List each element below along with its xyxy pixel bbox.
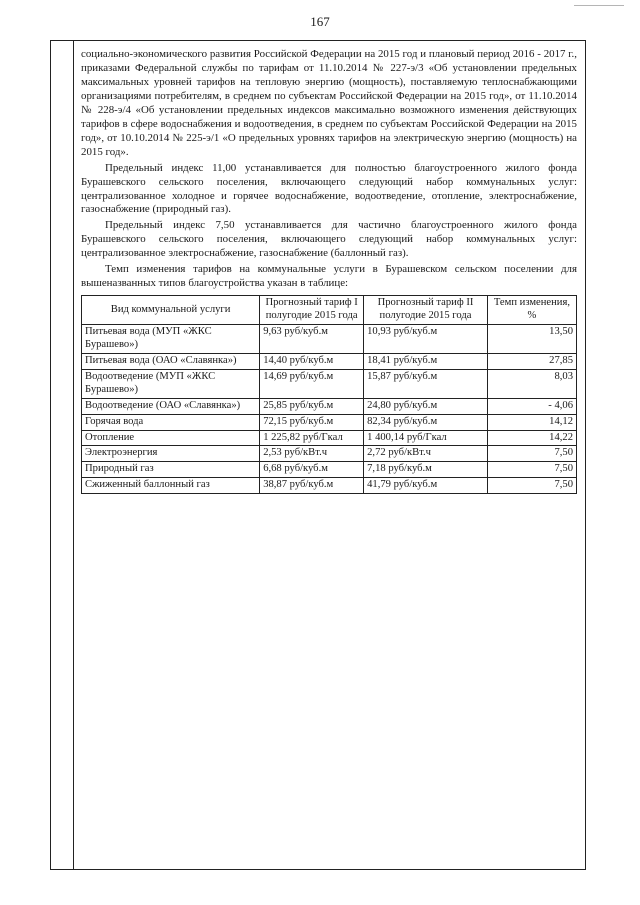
content-frame (50, 40, 586, 870)
tariff-table (81, 295, 577, 494)
cell-service: Питьевая вода (МУП «ЖКС Бурашево») (82, 325, 260, 354)
table-row (82, 369, 577, 398)
cell-second-half: 15,87 руб/куб.м (364, 369, 488, 398)
cell-rate: 8,03 (487, 369, 576, 398)
cell-second-half: 41,79 руб/куб.м (364, 478, 488, 494)
table-row (82, 446, 577, 462)
cell-second-half: 2,72 руб/кВт.ч (364, 446, 488, 462)
cell-rate: 7,50 (487, 478, 576, 494)
cell-service: Водоотведение (ОАО «Славянка») (82, 398, 260, 414)
cell-first-half: 25,85 руб/куб.м (260, 398, 364, 414)
paragraph-intro: социально-экономического развития Российской Федерации на 2015 год и плановый период 2016 - 2017 г., приказами Федеральной службы по тарифам от 11.10.2014 № 227-э/3 «Об установлении предельных максимальных уровней тарифов на тепловую энергию (мощность), поставляемую теплоснабжающими организациями потребителям, в среднем по субъектам Российской Федерации на 2015 год», от 11.10.2014 № 228-э/4 «Об установлении предельных индексов максимально возможного изменения действующих тарифов в сфере водоснабжения и водоотведения, в среднем по субъектам Российской Федерации на 2015 год», от 10.10.2014 № 225-э/1 «О предельных уровнях тарифов на электрическую энергию (мощность) на 2015 год». (81, 48, 577, 158)
cell-service: Питьевая вода (ОАО «Славянка») (82, 353, 260, 369)
cell-second-half: 82,34 руб/куб.м (364, 414, 488, 430)
cell-first-half: 14,69 руб/куб.м (260, 369, 364, 398)
cell-service: Отопление (82, 430, 260, 446)
content-column (73, 41, 585, 869)
cell-rate: 13,50 (487, 325, 576, 354)
cell-service: Природный газ (82, 462, 260, 478)
cell-service: Горячая вода (82, 414, 260, 430)
cell-first-half: 72,15 руб/куб.м (260, 414, 364, 430)
cell-second-half: 1 400,14 руб/Гкал (364, 430, 488, 446)
cell-rate: - 4,06 (487, 398, 576, 414)
header-first-half: Прогнозный тариф I полугодие 2015 года (260, 296, 364, 325)
cell-second-half: 18,41 руб/куб.м (364, 353, 488, 369)
cell-first-half: 9,63 руб/куб.м (260, 325, 364, 354)
cell-rate: 27,85 (487, 353, 576, 369)
cell-first-half: 6,68 руб/куб.м (260, 462, 364, 478)
cell-first-half: 2,53 руб/кВт.ч (260, 446, 364, 462)
page-number: 167 (310, 14, 330, 29)
cell-second-half: 10,93 руб/куб.м (364, 325, 488, 354)
table-row (82, 430, 577, 446)
cell-second-half: 24,80 руб/куб.м (364, 398, 488, 414)
cell-rate: 7,50 (487, 446, 576, 462)
cell-rate: 7,50 (487, 462, 576, 478)
cell-first-half: 1 225,82 руб/Гкал (260, 430, 364, 446)
header-rate: Темп изменения, % (487, 296, 576, 325)
cell-first-half: 38,87 руб/куб.м (260, 478, 364, 494)
cell-rate: 14,22 (487, 430, 576, 446)
left-margin-column (51, 41, 74, 869)
cell-rate: 14,12 (487, 414, 576, 430)
top-edge-rule (574, 5, 624, 6)
cell-first-half: 14,40 руб/куб.м (260, 353, 364, 369)
table-row (82, 462, 577, 478)
table-row (82, 325, 577, 354)
table-row (82, 398, 577, 414)
table-header-row (82, 296, 577, 325)
table-row (82, 478, 577, 494)
cell-service: Электроэнергия (82, 446, 260, 462)
paragraph-index-full: Предельный индекс 11,00 устанавливается для полностью благоустроенного жилого фонда Бурашевского сельского поселения, включающего следующий набор коммунальных услуг: централизованное холодное и горячее водоснабжение, водоотведение, отопление, электроснабжение, газоснабжение (природный газ). (81, 161, 577, 216)
cell-second-half: 7,18 руб/куб.м (364, 462, 488, 478)
cell-service: Сжиженный баллонный газ (82, 478, 260, 494)
header-service: Вид коммунальной услуги (82, 296, 260, 325)
header-second-half: Прогнозный тариф II полугодие 2015 года (364, 296, 488, 325)
paragraph-index-partial: Предельный индекс 7,50 устанавливается для частично благоустроенного жилого фонда Бурашевского сельского поселения, включающего следующий набор коммунальных услуг: централизованное электроснабжение, газоснабжение (баллонный газ). (81, 219, 577, 260)
table-row (82, 414, 577, 430)
cell-service: Водоотведение (МУП «ЖКС Бурашево») (82, 369, 260, 398)
paragraph-table-intro: Темп изменения тарифов на коммунальные услуги в Бурашевском сельском поселении для вышеназванных типов благоустройства указан в таблице: (81, 263, 577, 290)
table-row (82, 353, 577, 369)
